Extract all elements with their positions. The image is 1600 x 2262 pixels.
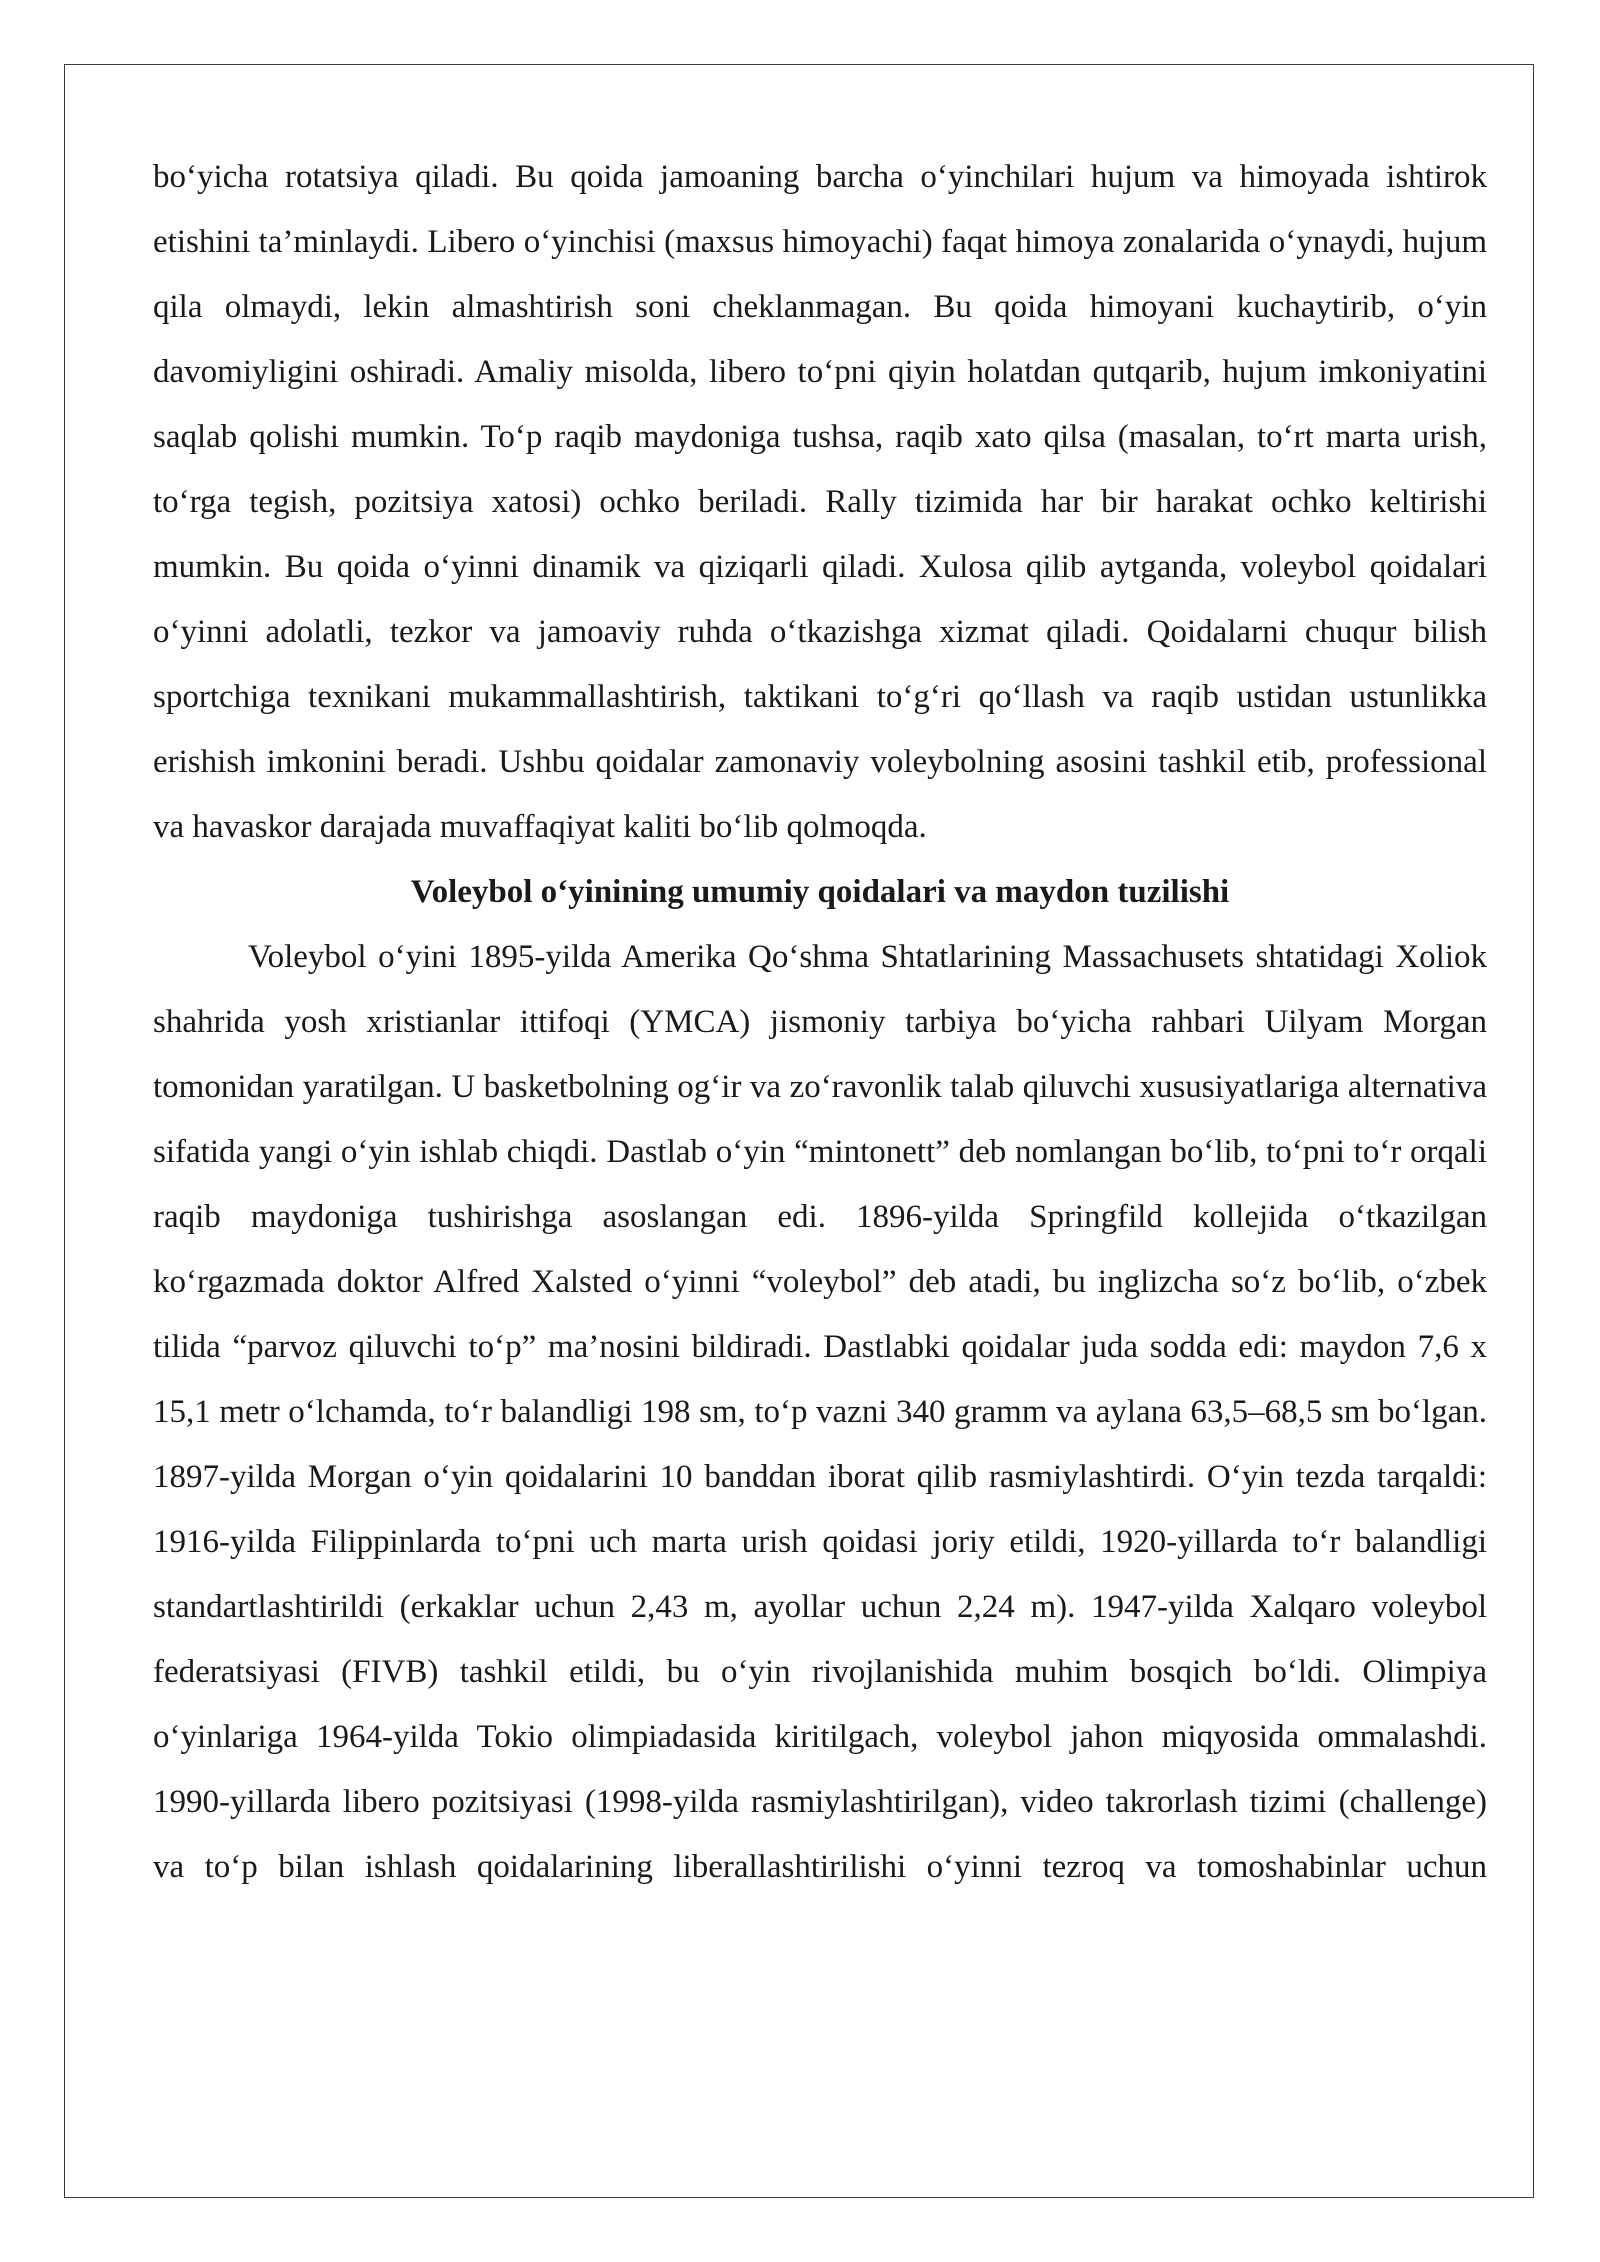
section-heading: Voleybol o‘yinining umumiy qoidalari va maydon tuzilishi xyxy=(410,874,1230,910)
document-body xyxy=(153,145,1487,1900)
body-paragraph: Voleybol o‘yini 1895-yilda Amerika Qo‘shma Shtatlarining Massachusets shtatidagi Xoliok shahrida yosh xristianlar ittifoqi (YMCA) jismoniy tarbiya bo‘yicha rahbari Uilyam Morgan tomonidan yaratilgan. U basketbolning og‘ir va zo‘ravonlik talab qiluvchi xususiyatlariga alternativa sifatida yangi o‘yin ishlab chiqdi. Dastlab o‘yin “mintonett” deb nomlangan bo‘lib, to‘pni to‘r orqali raqib maydoniga tushirishga asoslangan edi. 1896-yilda Springfild kollejida o‘tkazilgan ko‘rgazmada doktor Alfred Xalsted o‘yinni “voleybol” deb atadi, bu inglizcha so‘z bo‘lib, o‘zbek tilida “parvoz qiluvchi to‘p” ma’nosini bildiradi. Dastlabki qoidalar juda sodda edi: maydon 7,6 x 15,1 metr o‘lchamda, to‘r balandligi 198 sm, to‘p vazni 340 gramm va aylana 63,5–68,5 sm bo‘lgan. 1897-yilda Morgan o‘yin qoidalarini 10 banddan iborat qilib rasmiylashtirdi. O‘yin tezda tarqaldi: 1916-yilda Filippinlarda to‘pni uch marta urish qoidasi joriy etildi, 1920-yillarda to‘r balandligi standartlashtirildi (erkaklar uchun 2,43 m, ayollar uchun 2,24 m). 1947-yilda Xalqaro voleybol federatsiyasi (FIVB) tashkil etildi, bu o‘yin rivojlanishida muhim bosqich bo‘ldi. Olimpiya o‘yinlariga 1964-yilda Tokio olimpiadasida kiritilgach, voleybol jahon miqyosida ommalashdi. 1990-yillarda libero pozitsiyasi (1998-yilda rasmiylashtirilgan), video takrorlash tizimi (challenge) va to‘p bilan ishlash qoidalarining liberallashtirilishi o‘yinni tezroq va tomoshabinlar uchun xyxy=(153,939,1487,1885)
body-paragraph: bo‘yicha rotatsiya qiladi. Bu qoida jamoaning barcha o‘yinchilari hujum va himoyada ishtirok etishini ta’minlaydi. Libero o‘yinchisi (maxsus himoyachi) faqat himoya zonalarida o‘ynaydi, hujum qila olmaydi, lekin almashtirish soni cheklanmagan. Bu qoida himoyani kuchaytirib, o‘yin davomiyligini oshiradi. Amaliy misolda, libero to‘pni qiyin holatdan qutqarib, hujum imkoniyatini saqlab qolishi mumkin. To‘p raqib maydoniga tushsa, raqib xato qilsa (masalan, to‘rt marta urish, to‘rga tegish, pozitsiya xatosi) ochko beriladi. Rally tizimida har bir harakat ochko keltirishi mumkin. Bu qoida o‘yinni dinamik va qiziqarli qiladi. Xulosa qilib aytganda, voleybol qoidalari o‘yinni adolatli, tezkor va jamoaviy ruhda o‘tkazishga xizmat qiladi. Qoidalarni chuqur bilish sportchiga texnikani mukammallashtirish, taktikani to‘g‘ri qo‘llash va raqib ustidan ustunlikka erishish imkonini beradi. Ushbu qoidalar zamonaviy voleybolning asosini tashkil etib, professional va havaskor darajada muvaffaqiyat kaliti bo‘lib qolmoqda. xyxy=(153,159,1487,845)
